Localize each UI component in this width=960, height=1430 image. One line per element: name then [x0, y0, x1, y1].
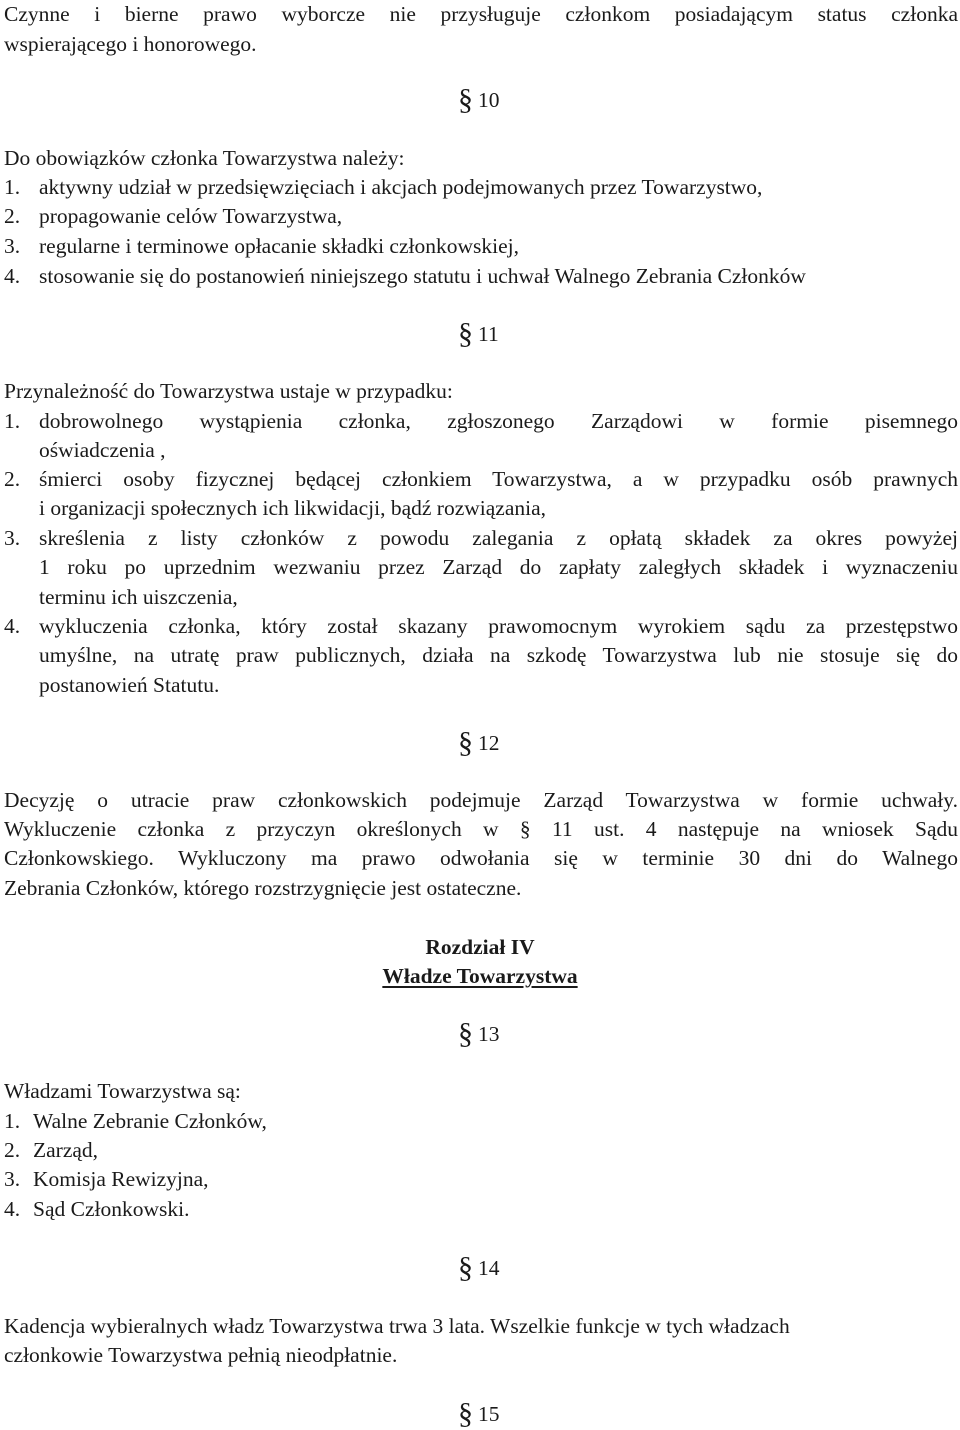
- list-item-line: oświadczenia ,: [39, 438, 166, 462]
- list-number: 4.: [4, 614, 21, 638]
- paragraph-line: Kadencja wybieralnych władz Towarzystwa trwa 3 lata. Wszelkie funkcje w tych władzach: [4, 1314, 790, 1338]
- chapter-title: Rozdział IV: [425, 935, 535, 959]
- section-number: 14: [478, 1256, 500, 1280]
- list-item-line: skreślenia z listy członków z powodu zalegania z opłatą składek za okres powyżej: [39, 526, 958, 550]
- list-item-line: postanowień Statutu.: [39, 673, 220, 697]
- list-number: 4.: [4, 1197, 21, 1221]
- list-number: 3.: [4, 234, 21, 258]
- paragraph-line: Członkowskiego. Wykluczony ma prawo odwołania się w terminie 30 dni do Walnego: [4, 846, 958, 870]
- list-item: aktywny udział w przedsięwzięciach i akcjach podejmowanych przez Towarzystwo,: [39, 175, 763, 199]
- list-lead: Władzami Towarzystwa są:: [4, 1079, 241, 1103]
- list-number: 4.: [4, 264, 21, 288]
- list-lead: Przynależność do Towarzystwa ustaje w przypadku:: [4, 379, 453, 403]
- list-number: 1.: [4, 1109, 21, 1133]
- list-number: 2.: [4, 1138, 21, 1162]
- section-number: 12: [478, 731, 500, 755]
- section-symbol: §: [458, 1397, 473, 1430]
- section-symbol: §: [458, 83, 473, 116]
- paragraph-line: Decyzję o utracie praw członkowskich podejmuje Zarząd Towarzystwa w formie uchwały.: [4, 788, 958, 812]
- list-number: 2.: [4, 204, 21, 228]
- section-number: 10: [478, 88, 500, 112]
- list-item-line: umyślne, na utratę praw publicznych, działa na szkodę Towarzystwa lub nie stosuje się do: [39, 643, 958, 667]
- paragraph-line: Wykluczenie członka z przyczyn określonych w § 11 ust. 4 następuje na wniosek Sądu: [4, 817, 958, 841]
- list-item: Komisja Rewizyjna,: [33, 1167, 209, 1191]
- paragraph-line: Czynne i bierne prawo wyborcze nie przysługuje członkom posiadającym status członka: [4, 2, 958, 26]
- list-item: regularne i terminowe opłacanie składki członkowskiej,: [39, 234, 520, 258]
- list-number: 3.: [4, 526, 21, 550]
- section-symbol: §: [458, 1251, 473, 1284]
- chapter-subtitle-text: Władze Towarzystwa: [382, 964, 578, 988]
- list-item: Sąd Członkowski.: [33, 1197, 190, 1221]
- section-number: 11: [478, 322, 499, 346]
- list-item: propagowanie celów Towarzystwa,: [39, 204, 343, 228]
- list-item: Zarząd,: [33, 1138, 99, 1162]
- paragraph-line: wspierającego i honorowego.: [4, 32, 257, 56]
- list-item-line: terminu ich uiszczenia,: [39, 585, 238, 609]
- list-item: Walne Zebranie Członków,: [33, 1109, 267, 1133]
- section-symbol: §: [458, 317, 473, 350]
- list-item-line: wykluczenia członka, który został skazany prawomocnym wyrokiem sądu za przestępstwo: [39, 614, 958, 638]
- list-number: 3.: [4, 1167, 21, 1191]
- list-item-line: dobrowolnego wystąpienia członka, zgłoszonego Zarządowi w formie pisemnego: [39, 409, 958, 433]
- list-item-line: i organizacji społecznych ich likwidacji, bądź rozwiązania,: [39, 496, 547, 520]
- section-symbol: §: [458, 1017, 473, 1050]
- list-number: 2.: [4, 467, 21, 491]
- section-number: 15: [478, 1402, 500, 1426]
- list-lead: Do obowiązków członka Towarzystwa należy:: [4, 146, 405, 170]
- list-item-line: śmierci osoby fizycznej będącej członkiem Towarzystwa, a w przypadku osób prawnych: [39, 467, 958, 491]
- chapter-subtitle: [0, 963, 960, 989]
- list-number: 1.: [4, 409, 21, 433]
- list-item: stosowanie się do postanowień niniejszego statutu i uchwał Walnego Zebrania Członków: [39, 264, 806, 288]
- section-number: 13: [478, 1022, 500, 1046]
- paragraph-line: członkowie Towarzystwa pełnią nieodpłatnie.: [4, 1343, 398, 1367]
- list-item-line: 1 roku po uprzednim wezwaniu przez Zarząd do zapłaty zaległych składek i wyznaczeniu: [39, 555, 958, 579]
- section-symbol: §: [458, 726, 473, 759]
- list-number: 1.: [4, 175, 21, 199]
- paragraph-line: Zebrania Członków, którego rozstrzygnięcie jest ostateczne.: [4, 876, 522, 900]
